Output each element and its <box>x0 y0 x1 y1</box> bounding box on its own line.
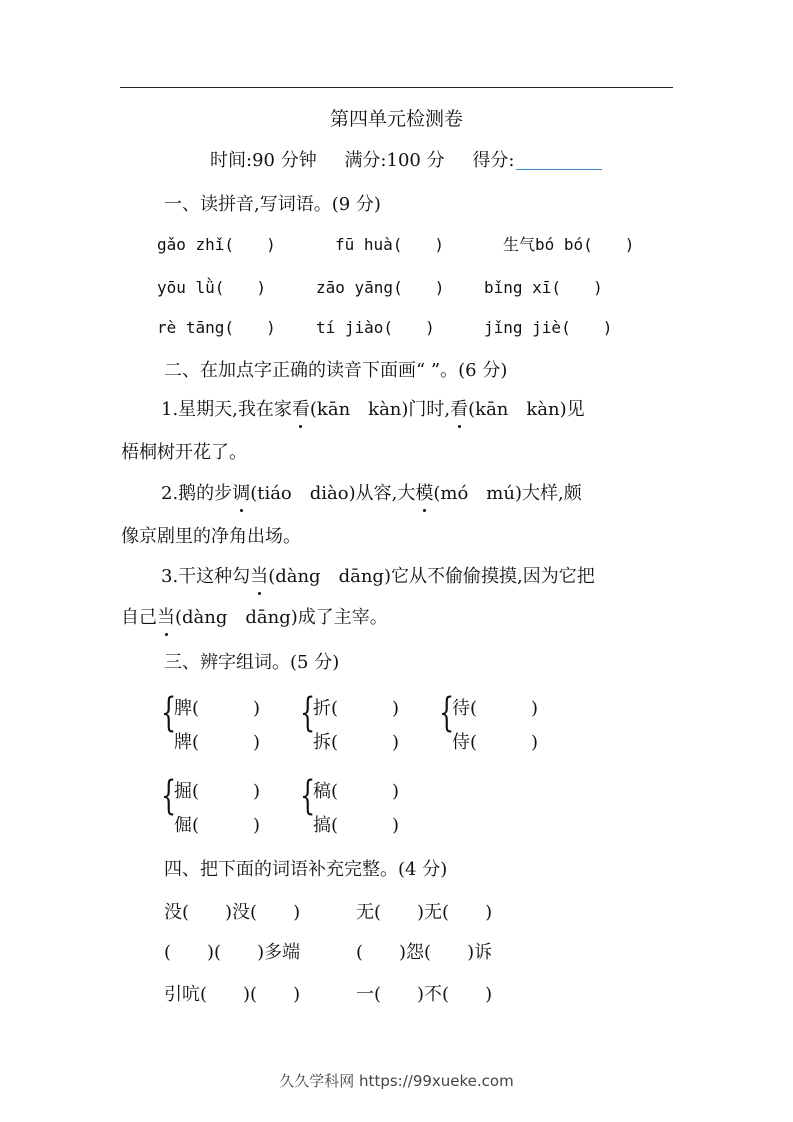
question2-2-line1 <box>161 479 582 505</box>
pinyin-item: gǎo zhǐ( ) <box>157 235 276 254</box>
pinyin-item: rè tāng( ) <box>157 318 276 337</box>
section4-heading: 四、把下面的词语补充完整。(4 分) <box>164 859 448 880</box>
char-pair-item: 搞( ) <box>313 815 400 836</box>
dotted-char: 当 <box>250 562 268 588</box>
char-pair-item: 倔( ) <box>174 815 261 836</box>
question2-1-line2: 梧桐树开花了。 <box>121 442 247 463</box>
char-pair-item: 稿( ) <box>313 781 400 802</box>
dotted-char: 看 <box>292 395 310 421</box>
page-title: 第四单元检测卷 <box>329 108 463 130</box>
text-run: 2.鹅的步 <box>161 483 233 504</box>
dotted-char: 模 <box>415 479 433 505</box>
idiom-fill-item: 一( )不( ) <box>356 984 493 1005</box>
text-run: (mó mú)大样,颇 <box>433 483 582 504</box>
idiom-fill-item: 无( )无( ) <box>356 902 493 923</box>
footer-watermark: 久久学科网 https://99xueke.com <box>279 1072 514 1090</box>
pinyin-item: fū huà( ) <box>335 235 445 254</box>
section2-heading: 二、在加点字正确的读音下面画“ ”。(6 分) <box>164 360 508 381</box>
text-run: (kān kàn)门时, <box>309 399 451 420</box>
pinyin-item: tí jiào( ) <box>316 318 435 337</box>
top-rule <box>120 87 673 88</box>
question2-3-line2 <box>121 603 388 629</box>
pinyin-item: bǐng xī( ) <box>484 278 603 297</box>
brace-icon: { <box>439 690 455 736</box>
question2-1-line1 <box>161 395 585 421</box>
idiom-fill-item: ( )( )多端 <box>164 942 301 963</box>
pinyin-item: 生气bó bó( ) <box>503 235 635 254</box>
text-run: (dàng dāng)成了主宰。 <box>175 607 388 628</box>
char-pair-item: 牌( ) <box>174 732 261 753</box>
full-score-info: 满分:100 分 <box>344 150 445 171</box>
text-run: (tiáo diào)从容,大 <box>250 483 416 504</box>
idiom-fill-item: 没( )没( ) <box>164 902 301 923</box>
question2-3-line1 <box>161 562 595 588</box>
text-run: 3.干这种勾 <box>161 566 251 587</box>
dotted-char: 调 <box>232 479 250 505</box>
text-run: 1.星期天,我在家 <box>161 399 292 420</box>
text-run: (kān kàn)见 <box>468 399 585 420</box>
idiom-fill-item: ( )怨( )诉 <box>356 942 493 963</box>
pinyin-item: jǐng jiè( ) <box>484 318 613 337</box>
section1-heading: 一、读拼音,写词语。(9 分) <box>164 194 381 215</box>
score-blank[interactable] <box>516 151 602 170</box>
pinyin-item: yōu lǜ( ) <box>157 278 267 297</box>
idiom-fill-item: 引吭( )( ) <box>164 984 301 1005</box>
section3-heading: 三、辨字组词。(5 分) <box>164 652 340 673</box>
text-run: (dàng dāng)它从不偷偷摸摸,因为它把 <box>268 566 595 587</box>
pinyin-item: zāo yāng( ) <box>316 278 445 297</box>
time-info: 时间:90 分钟 <box>210 150 317 171</box>
dotted-char: 当 <box>157 603 175 629</box>
brace-icon: { <box>300 773 316 819</box>
char-pair-item: 待( ) <box>452 698 539 719</box>
char-pair-item: 折( ) <box>313 698 400 719</box>
score-label: 得分: <box>472 150 515 171</box>
question2-2-line2: 像京剧里的净角出场。 <box>121 526 301 547</box>
char-pair-item: 拆( ) <box>313 732 400 753</box>
char-pair-item: 脾( ) <box>174 698 261 719</box>
brace-icon: { <box>161 690 177 736</box>
exam-meta <box>210 146 624 172</box>
brace-icon: { <box>300 690 316 736</box>
dotted-char: 看 <box>450 395 468 421</box>
brace-icon: { <box>161 773 177 819</box>
char-pair-item: 掘( ) <box>174 781 261 802</box>
text-run: 自己 <box>121 607 157 628</box>
char-pair-item: 侍( ) <box>452 732 539 753</box>
